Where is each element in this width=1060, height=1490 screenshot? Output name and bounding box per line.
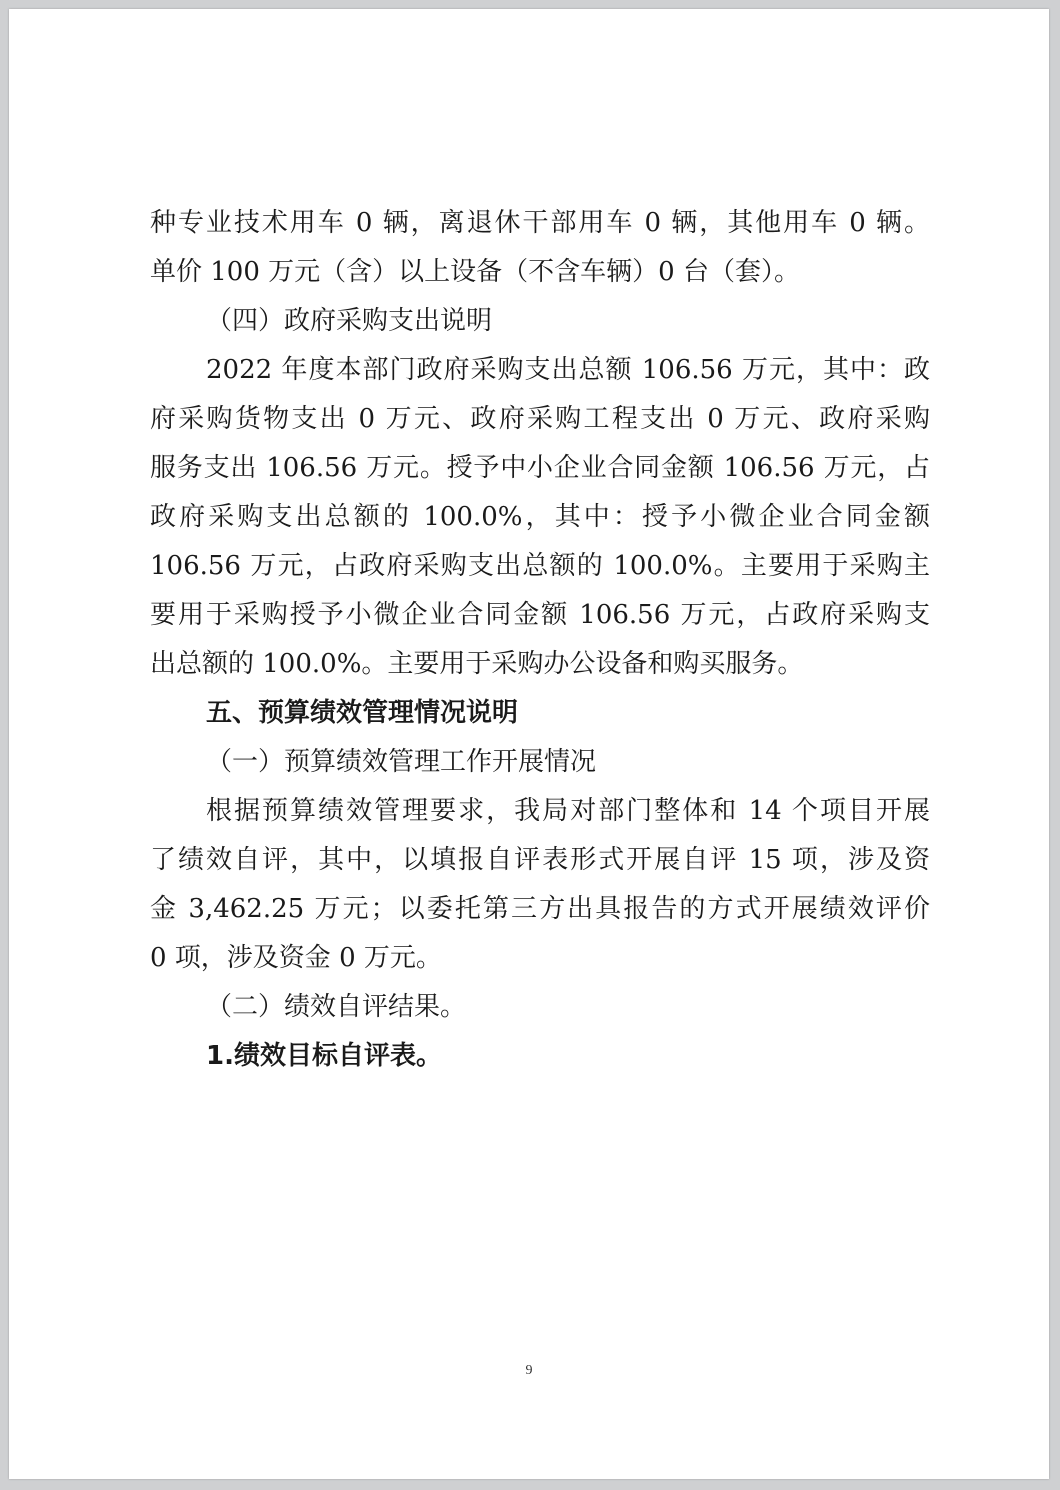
document-page [9, 9, 1049, 1479]
section-heading: 五、预算绩效管理情况说明 [206, 698, 519, 728]
paragraph-line: 根据预算绩效管理要求，我局对部门整体和 14 个项目开展 [206, 796, 930, 826]
page-number: 9 [525, 1363, 533, 1378]
paragraph-line: 府采购货物支出 0 万元、政府采购工程支出 0 万元、政府采购 [150, 404, 930, 434]
section-heading: 1.绩效目标自评表。 [206, 1041, 442, 1071]
paragraph-line: 单价 100 万元（含）以上设备（不含车辆）0 台（套）。 [150, 257, 800, 287]
paragraph-line: 要用于采购授予小微企业合同金额 106.56 万元，占政府采购支 [150, 600, 930, 630]
section-subheading: （二）绩效自评结果。 [206, 992, 467, 1022]
paragraph-line: 种专业技术用车 0 辆，离退休干部用车 0 辆，其他用车 0 辆。 [150, 208, 930, 238]
section-subheading: （四）政府采购支出说明 [206, 306, 493, 336]
document-body [150, 199, 930, 1081]
section-subheading: （一）预算绩效管理工作开展情况 [206, 747, 597, 777]
paragraph-line: 106.56 万元，占政府采购支出总额的 100.0%。主要用于采购主 [150, 551, 930, 581]
paragraph-line: 金 3,462.25 万元；以委托第三方出具报告的方式开展绩效评价 [150, 894, 930, 924]
paragraph-line: 出总额的 100.0%。主要用于采购办公设备和购买服务。 [150, 649, 804, 679]
paragraph-line: 0 项，涉及资金 0 万元。 [150, 943, 442, 973]
paragraph-line: 政府采购支出总额的 100.0%，其中：授予小微企业合同金额 [150, 502, 930, 532]
paragraph-line: 服务支出 106.56 万元。授予中小企业合同金额 106.56 万元，占 [150, 453, 930, 483]
paragraph-line: 2022 年度本部门政府采购支出总额 106.56 万元，其中：政 [206, 355, 930, 385]
paragraph-line: 了绩效自评，其中，以填报自评表形式开展自评 15 项，涉及资 [150, 845, 930, 875]
